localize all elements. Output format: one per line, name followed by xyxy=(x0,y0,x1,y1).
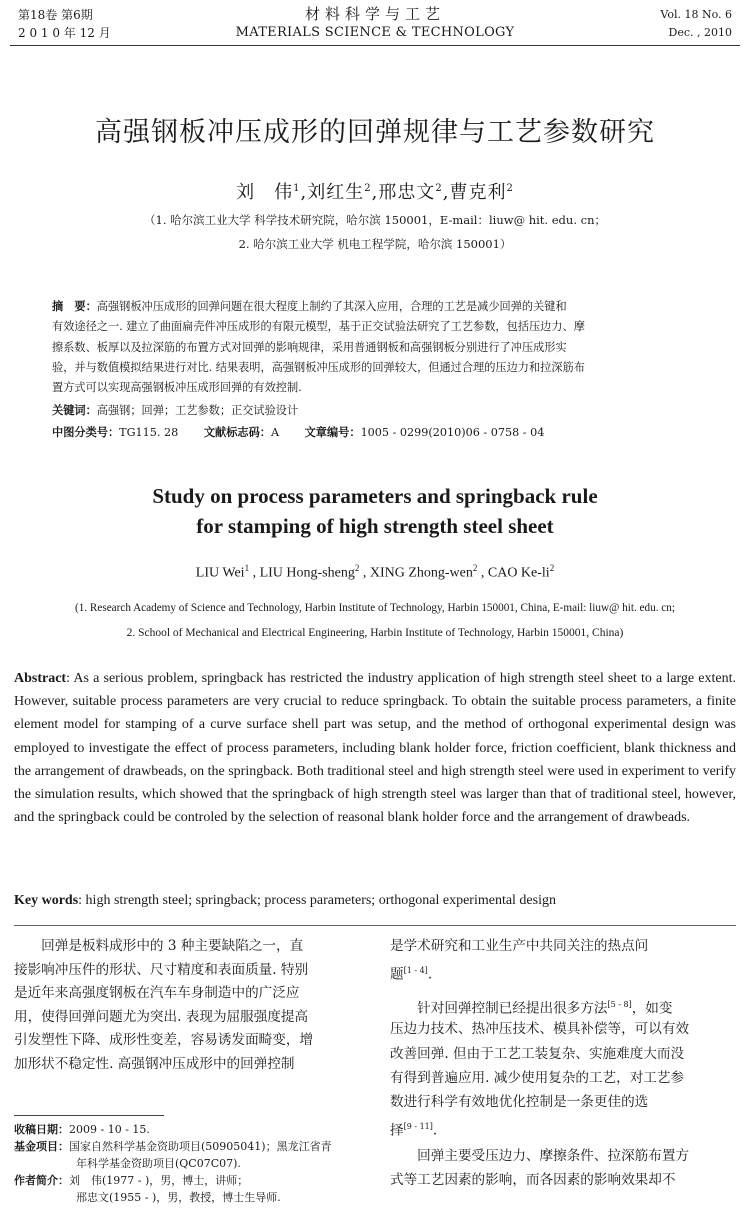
author-name: LIU Wei xyxy=(195,565,245,581)
body-line xyxy=(390,1115,437,1143)
header-rule xyxy=(10,45,740,46)
author-separator: , xyxy=(300,182,308,203)
body-text: 择 xyxy=(390,1122,404,1139)
doc-code: A xyxy=(270,426,280,439)
author-affil-mark: 1 xyxy=(293,183,301,194)
author-name: LIU Hong-sheng xyxy=(259,565,355,581)
body-line: 是近年来高强度钢板在汽车车身制造中的广泛应 xyxy=(14,985,300,1001)
author-separator: , xyxy=(359,565,370,581)
body-line: 用，使得回弹问题尤为突出. 表现为屈服强度提高 xyxy=(14,1008,309,1025)
author-bio: 刘 伟(1977 - )，男，博士，讲师； xyxy=(69,1174,249,1187)
title-en-line-1: Study on process parameters and springback rule xyxy=(152,484,598,508)
author-name: 曹克利 xyxy=(449,182,507,203)
affiliation-cn-2: 2. 哈尔滨工业大学 机电工程学院，哈尔滨 150001） xyxy=(238,237,512,251)
body-line: 是学术研究和工业生产中共同关注的热点问 xyxy=(390,938,649,954)
body-text: . xyxy=(432,1122,438,1139)
section-divider xyxy=(14,925,736,926)
fund-text: 国家自然科学基金资助项目(50905041)；黑龙江省青 xyxy=(69,1140,332,1153)
author-separator: , xyxy=(477,565,488,581)
received-date: 2009 - 10 - 15. xyxy=(69,1123,150,1136)
clc-number: TG115. 28 xyxy=(119,426,179,439)
abstract-en-text: : As a serious problem, springback has restricted the industry application of high strength steel sheet to a large extent. However, suitable process parameters are very crucial to reduce springback. To obtain the suitable process parameters, a finite element model for stamping of a curve surface shell part was setup, and the method of orthogonal experimental design was employed to investigate the effect of process parameters, including blank holder force, friction coefficient, blank thickness and the arrangement of drawbeads, on the springback. Both traditional steel and high strength steel were used in experiment to verify the simulation results, which showed that the springback of high strength steel was larger than that of traditional steel, however, and the springback could be controled by the selection of reasonal blank holder force and the arrangement of drawbeads. xyxy=(14,671,736,826)
author-affil-mark: 2 xyxy=(435,183,443,194)
footnote-author xyxy=(14,1172,248,1189)
footnote-label: 基金项目： xyxy=(14,1140,69,1153)
journal-name-en: MATERIALS SCIENCE & TECHNOLOGY xyxy=(235,25,515,40)
body-line: 式等工艺因素的影响，而各因素的影响效果却不 xyxy=(390,1172,676,1188)
footnote-fund-cont: 年科学基金资助项目(QC07C07). xyxy=(76,1157,241,1170)
doc-code-label: 文献标志码： xyxy=(203,426,271,439)
clc-label: 中图分类号： xyxy=(52,426,120,439)
body-text: . xyxy=(427,966,433,983)
body-line: 回弹主要受压边力、摩擦条件、拉深筋布置方 xyxy=(390,1148,690,1164)
author-affil-mark: 1 xyxy=(244,563,250,573)
body-line: 压边力技术、热冲压技术、模具补偿等，可以有效 xyxy=(390,1021,690,1037)
abstract-cn-line: 擦系数、板厚以及拉深筋的布置方式对回弹的影响规律，采用普通钢板和高强钢板分别进行了冲压成形实 xyxy=(52,341,567,354)
footnote-fund xyxy=(14,1138,332,1155)
keywords-cn-label: 关键词： xyxy=(52,404,97,417)
citation: [5 - 8] xyxy=(607,1000,632,1009)
keywords-cn: 高强钢；回弹；工艺参数；正交试验设计 xyxy=(96,404,299,417)
abstract-cn-line: 高强钢板冲压成形的回弹问题在很大程度上制约了其深入应用，合理的工艺是减少回弹的关键和 xyxy=(96,300,567,313)
footnote-label: 收稿日期： xyxy=(14,1123,69,1136)
author-name: 刘红生 xyxy=(307,182,365,203)
author-separator: , xyxy=(371,182,379,203)
body-line: 数进行科学有效地优化控制是一条更佳的选 xyxy=(390,1094,649,1110)
body-line: 有得到普遍应用. 减少使用复杂的工艺，对工艺参 xyxy=(390,1070,685,1086)
volume-issue-en: Vol. 18 No. 6 xyxy=(660,8,732,21)
authors-cn xyxy=(0,178,750,204)
journal-name xyxy=(0,4,750,42)
author-separator: , xyxy=(442,182,450,203)
abstract-cn-line: 置方式可以实现高强钢板冲压成形回弹的有效控制. xyxy=(52,381,302,394)
date-cn: 2 0 1 0 年 12 月 xyxy=(18,26,111,40)
body-line xyxy=(390,959,432,987)
keywords-en-label: Key words xyxy=(14,893,79,908)
authors-en xyxy=(0,563,750,582)
citation: [9 - 11] xyxy=(403,1122,433,1131)
body-text: 题 xyxy=(390,966,404,983)
footnote-rule xyxy=(14,1115,164,1116)
abstract-en xyxy=(14,667,736,829)
body-text: 针对回弹控制已经提出很多方法 xyxy=(390,1000,608,1017)
running-header-right xyxy=(660,6,732,42)
body-line: 引发塑性下降、成形性变差，容易诱发面畸变，增 xyxy=(14,1032,314,1048)
footnote-label: 作者简介： xyxy=(14,1174,69,1187)
body-line: 改善回弹. 但由于工艺工装复杂、实施难度大而没 xyxy=(390,1046,685,1062)
body-text: ，如变 xyxy=(631,1000,673,1017)
author-name: XING Zhong-wen xyxy=(369,565,473,581)
author-affil-mark: 2 xyxy=(364,183,372,194)
body-line: 加形状不稳定性. 高强钢冲压成形中的回弹控制 xyxy=(14,1055,295,1072)
keywords-en-text: : high strength steel; springback; process parameters; orthogonal experimental design xyxy=(78,893,556,908)
abstract-en-label: Abstract xyxy=(14,671,67,686)
abstract-cn-line: 验，并与数值模拟结果进行对比. 结果表明，高强钢板冲压成形的回弹较大，但通过合理的压边力和拉深筋布 xyxy=(52,361,585,374)
author-affil-mark: 2 xyxy=(506,183,514,194)
author-name: 邢忠文 xyxy=(378,182,436,203)
author-affil-mark: 2 xyxy=(549,563,555,573)
author-affil-mark: 2 xyxy=(354,563,360,573)
affiliation-en-2: 2. School of Mechanical and Electrical Engineering, Harbin Institute of Technology, Harbin 150001, China) xyxy=(126,627,624,639)
author-name: CAO Ke-li xyxy=(487,565,550,581)
article-id: 1005 - 0299(2010)06 - 0758 - 04 xyxy=(360,426,545,439)
journal-name-cn: 材料科学与工艺 xyxy=(304,5,445,23)
footnote-author-cont: 邢忠文(1955 - )，男，教授，博士生导师. xyxy=(76,1191,281,1204)
volume-issue-cn: 第18卷 第6期 xyxy=(18,8,93,22)
author-separator: , xyxy=(249,565,260,581)
title-en-line-2: for stamping of high strength steel sheet xyxy=(196,514,554,538)
author-name: 刘 伟 xyxy=(236,182,294,203)
abstract-cn-label: 摘 要： xyxy=(52,300,97,313)
body-column-left xyxy=(14,935,356,1080)
body-line: 回弹是板料成形中的 3 种主要缺陷之一，直 xyxy=(14,938,304,954)
abstract-cn-line: 有效途径之一. 建立了曲面扁壳件冲压成形的有限元模型，基于正交试验法研究了工艺参数，包括压边力、摩 xyxy=(52,320,585,333)
body-line: 接影响冲压件的形状、尺寸精度和表面质量. 特别 xyxy=(14,961,309,978)
article-id-label: 文章编号： xyxy=(304,426,361,439)
affiliation-cn-1: （1. 哈尔滨工业大学 科学技术研究院，哈尔滨 150001，E-mail：liuw@ hit. edu. cn； xyxy=(144,213,606,227)
body-column-right xyxy=(390,935,732,1200)
footnote-received xyxy=(14,1121,150,1138)
title-cn: 高强钢板冲压成形的回弹规律与工艺参数研究 xyxy=(95,117,655,148)
body-line xyxy=(390,993,673,1021)
author-affil-mark: 2 xyxy=(472,563,478,573)
date-en: Dec. , 2010 xyxy=(668,26,732,39)
affiliation-en-1: (1. Research Academy of Science and Technology, Harbin Institute of Technology, Harbin 150001, China, E-mail: liuw@ hit. edu. cn; xyxy=(75,602,675,614)
keywords-en xyxy=(14,889,736,912)
citation: [1 - 4] xyxy=(403,965,428,975)
